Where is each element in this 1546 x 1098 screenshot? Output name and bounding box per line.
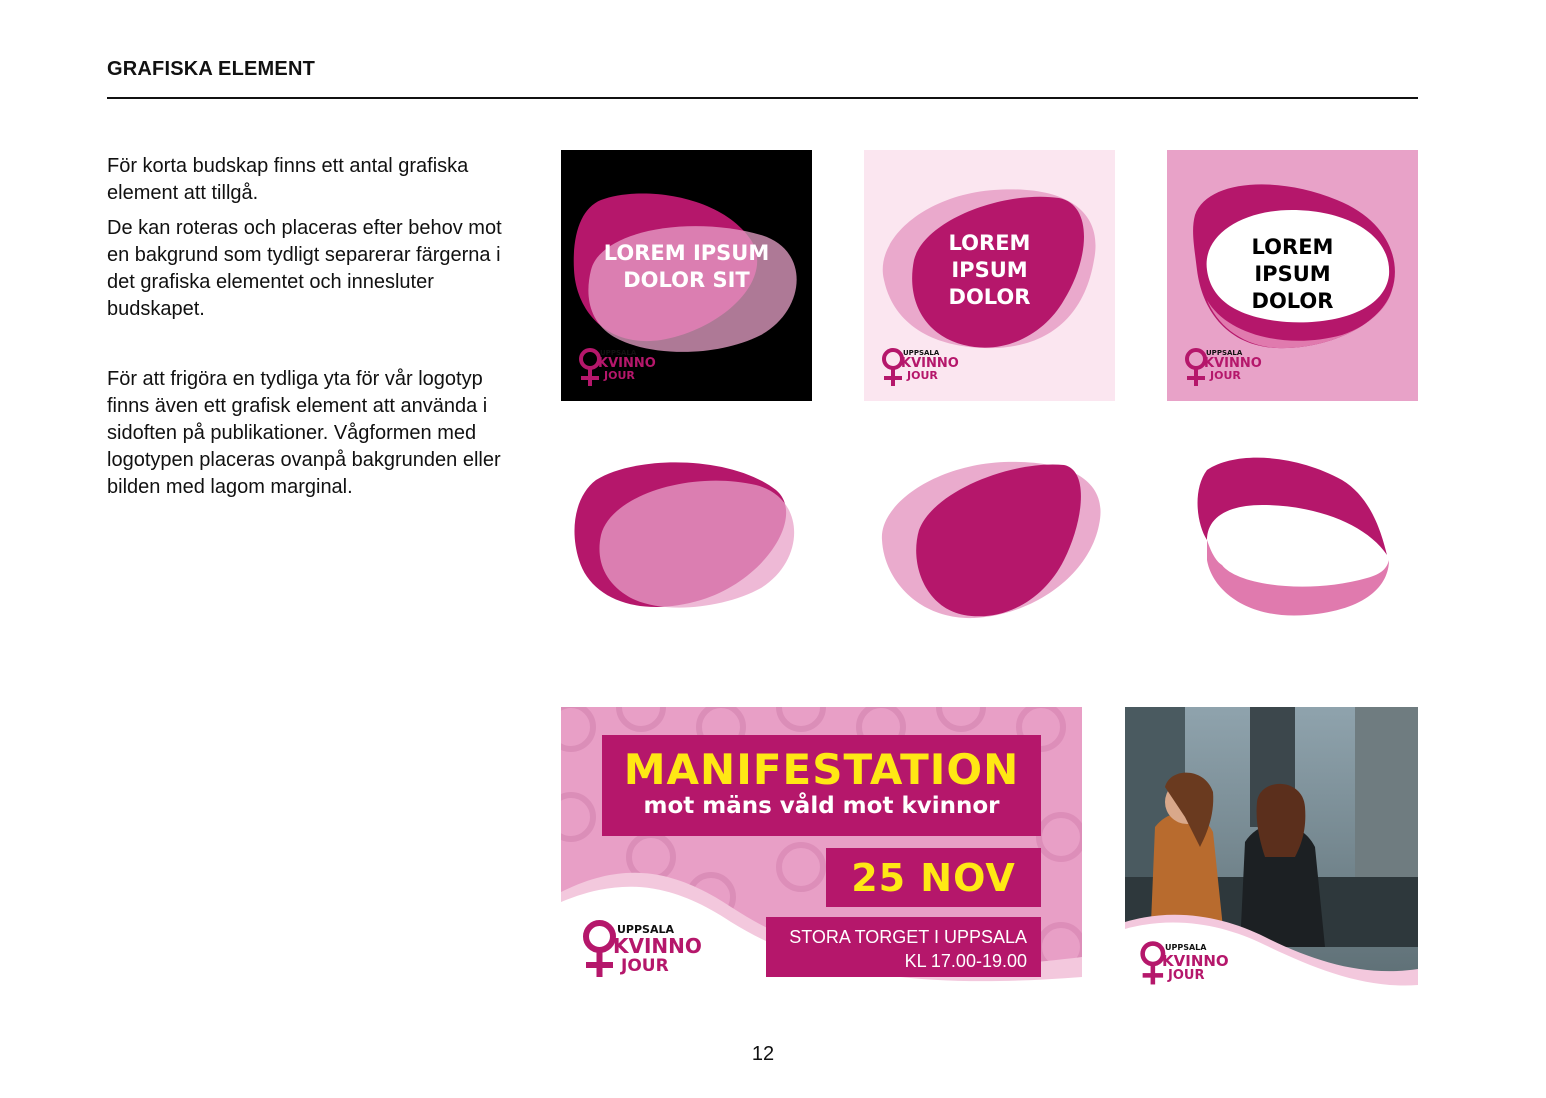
tile-2-text — [864, 230, 1115, 311]
tile-1-line-2: DOLOR SIT — [623, 268, 750, 292]
tile-3-line-2: IPSUM — [1254, 262, 1331, 286]
logo-line-2: KVINNO — [1204, 356, 1262, 371]
place-box — [766, 917, 1041, 977]
event-banner — [561, 707, 1082, 1000]
tile-2-line-2: IPSUM — [951, 258, 1028, 282]
banner-place: STORA TORGET I UPPSALA — [789, 927, 1027, 947]
logo — [881, 346, 981, 390]
banner-place-text — [789, 925, 1027, 973]
paragraph-2: De kan roteras och placeras efter behov mot en bakgrund som tydligt separerar färgerna i det grafiska elementet och innesluter budskapet. — [107, 217, 502, 320]
tile-3-text — [1167, 234, 1418, 315]
photo-logo — [1139, 939, 1239, 989]
graphic-element-3 — [1167, 450, 1418, 630]
logo-line-3: JOUR — [621, 956, 669, 976]
logo-line-3: JOUR — [1168, 968, 1205, 983]
logo-line-2: KVINNO — [613, 934, 702, 958]
logo-line-1: UPPSALA — [1165, 943, 1207, 952]
logo-line-1: UPPSALA — [617, 923, 675, 936]
logo-line-3: JOUR — [907, 369, 938, 382]
title-box — [602, 735, 1041, 836]
logo-line-1: UPPSALA — [903, 349, 940, 357]
tile-2-line-3: DOLOR — [948, 285, 1031, 309]
banner-date: 25 NOV — [851, 856, 1016, 900]
logo-text — [107, 366, 527, 509]
logo — [578, 346, 678, 390]
page-heading: GRAFISKA ELEMENT — [107, 58, 316, 80]
paragraph-1: För korta budskap finns ett antal grafiska element att tillgå. — [107, 155, 469, 204]
tile-black — [561, 150, 812, 401]
banner-title: MANIFESTATION — [623, 745, 1020, 794]
tile-3-line-1: LOREM — [1251, 235, 1334, 259]
ring-shape — [1167, 450, 1418, 630]
graphic-element-2 — [864, 450, 1115, 630]
blob-shape-2 — [864, 450, 1115, 630]
banner-subtitle: mot mäns våld mot kvinnor — [643, 793, 1000, 819]
tile-light-pink — [864, 150, 1115, 401]
logo — [1184, 346, 1284, 390]
tile-3-line-3: DOLOR — [1251, 289, 1334, 313]
page-number: 12 — [751, 1043, 775, 1065]
intro-text — [107, 153, 527, 331]
tile-2-line-1: LOREM — [948, 231, 1031, 255]
logo-line-1: UPPSALA — [1206, 349, 1243, 357]
heading-rule — [107, 97, 1418, 99]
logo-line-2: KVINNO — [1162, 952, 1229, 970]
tile-1-line-1: LOREM IPSUM — [603, 241, 770, 265]
blob-shape-1 — [561, 450, 812, 630]
banner-time: KL 17.00-19.00 — [904, 951, 1027, 971]
logo-line-2: KVINNO — [901, 356, 959, 371]
paragraph-3: För att frigöra en tydliga yta för vår logotyp finns även ett grafisk element att använda i sidoften på publikationer. Vågformen med logotypen placeras ovanpå bakgrunden eller bilden med lagom marginal. — [107, 368, 501, 498]
tile-pink — [1167, 150, 1418, 401]
date-box — [826, 848, 1041, 907]
banner-logo — [581, 917, 721, 987]
graphic-element-1 — [561, 450, 812, 630]
logo-line-3: JOUR — [1210, 369, 1241, 382]
logo-line-3: JOUR — [604, 369, 635, 382]
photo-with-logo — [1125, 707, 1418, 1000]
tile-1-text — [561, 240, 812, 294]
logo-line-2: KVINNO — [598, 356, 656, 371]
logo-line-1: UPPSALA — [600, 349, 637, 357]
